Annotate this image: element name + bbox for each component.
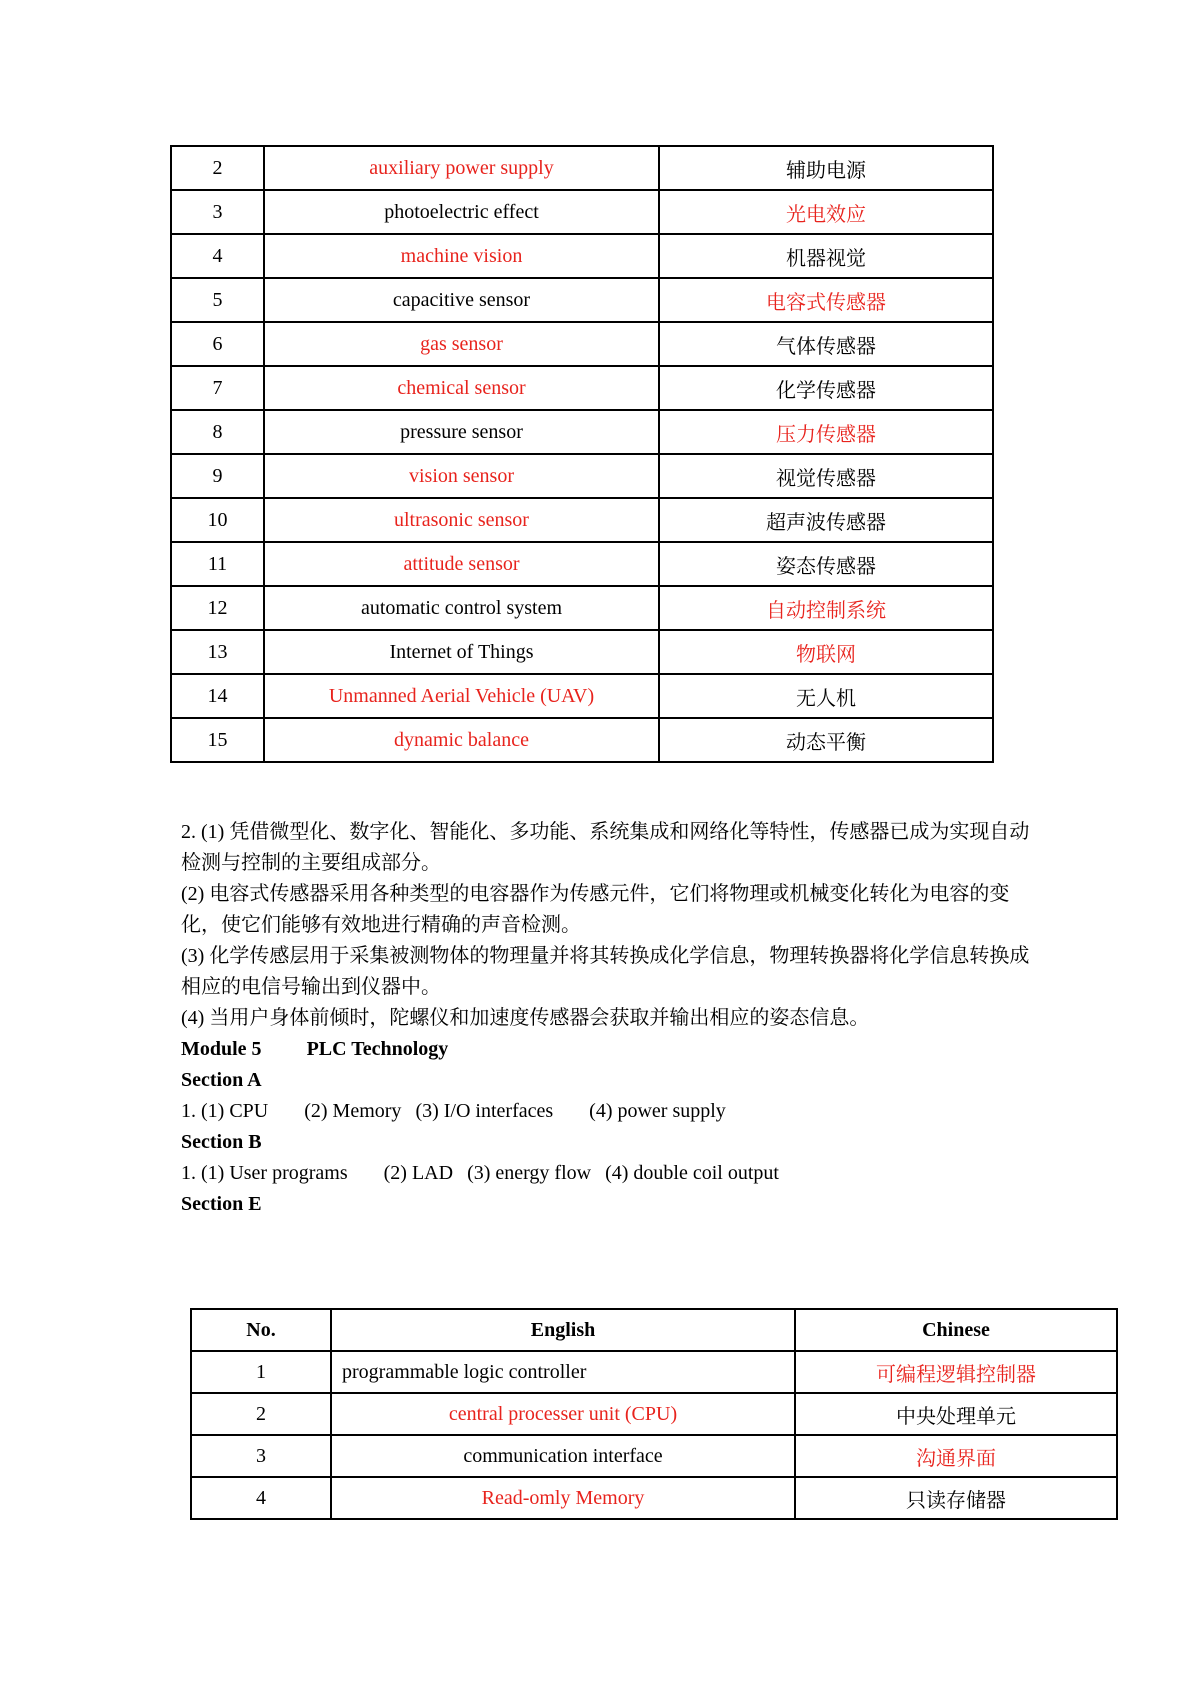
cell-chinese: 无人机 [659,674,993,718]
table-row [171,278,993,322]
cell-no: 3 [171,190,264,234]
vocabulary-table-1 [170,145,994,763]
table-header-row [191,1309,1117,1351]
cell-english: pressure sensor [264,410,659,454]
cell-chinese: 姿态传感器 [659,542,993,586]
cell-english: photoelectric effect [264,190,659,234]
cell-english: Read-omly Memory [331,1477,795,1519]
table-row [171,498,993,542]
table-row [171,718,993,762]
table-row [191,1351,1117,1393]
cell-chinese: 自动控制系统 [659,586,993,630]
vocabulary-table-1-body [171,146,993,762]
table-row [171,630,993,674]
module-heading [181,1034,1031,1065]
header-english: English [331,1309,795,1351]
cell-no: 3 [191,1435,331,1477]
cell-chinese: 中央处理单元 [795,1393,1117,1435]
cell-chinese: 机器视觉 [659,234,993,278]
cell-english: programmable logic controller [331,1351,795,1393]
header-no: No. [191,1309,331,1351]
cell-chinese: 超声波传感器 [659,498,993,542]
section-a-answers [181,1096,1031,1127]
cell-no: 11 [171,542,264,586]
cell-no: 14 [171,674,264,718]
section-a-item: (2) Memory [304,1100,402,1122]
section-b-answers [181,1158,1031,1189]
table-row [171,542,993,586]
cell-english: auxiliary power supply [264,146,659,190]
section-a-heading: Section A [181,1069,262,1091]
cell-english: communication interface [331,1435,795,1477]
table-row [171,146,993,190]
cell-english: automatic control system [264,586,659,630]
table-row [171,366,993,410]
cell-english: dynamic balance [264,718,659,762]
table-row [171,410,993,454]
cell-english: machine vision [264,234,659,278]
cell-chinese: 化学传感器 [659,366,993,410]
cell-no: 15 [171,718,264,762]
cell-no: 2 [171,146,264,190]
cell-no: 4 [171,234,264,278]
header-chinese: Chinese [795,1309,1117,1351]
answer-paragraph-4: (4) 当用户身体前倾时，陀螺仪和加速度传感器会获取并输出相应的姿态信息。 [181,1007,870,1029]
table-row [171,454,993,498]
cell-chinese: 电容式传感器 [659,278,993,322]
table-row [191,1393,1117,1435]
cell-no: 9 [171,454,264,498]
table-row [171,322,993,366]
cell-no: 12 [171,586,264,630]
cell-no: 10 [171,498,264,542]
section-a-item: (3) I/O interfaces [415,1100,554,1122]
table-row [191,1435,1117,1477]
table-row [171,234,993,278]
table-row [171,674,993,718]
cell-no: 2 [191,1393,331,1435]
cell-english: capacitive sensor [264,278,659,322]
cell-english: central processer unit (CPU) [331,1393,795,1435]
section-a-item: 1. (1) CPU [181,1100,269,1122]
section-b-item: 1. (1) User programs [181,1162,348,1184]
cell-no: 5 [171,278,264,322]
cell-chinese: 光电效应 [659,190,993,234]
section-b-heading: Section B [181,1131,262,1153]
section-e-heading: Section E [181,1193,262,1215]
cell-chinese: 可编程逻辑控制器 [795,1351,1117,1393]
cell-no: 7 [171,366,264,410]
vocabulary-table-2-body [191,1351,1117,1519]
cell-chinese: 物联网 [659,630,993,674]
section-b-item: (4) double coil output [605,1162,779,1184]
cell-chinese: 动态平衡 [659,718,993,762]
table-row [171,190,993,234]
module-title: PLC Technology [306,1038,449,1060]
cell-english: ultrasonic sensor [264,498,659,542]
table-row [171,586,993,630]
answer-paragraph-2: (2) 电容式传感器采用各种类型的电容器作为传感元件，它们将物理或机械变化转化为电容的变化，使它们能够有效地进行精确的声音检测。 [181,883,1010,936]
cell-no: 6 [171,322,264,366]
section-b-item: (3) energy flow [467,1162,592,1184]
cell-chinese: 沟通界面 [795,1435,1117,1477]
cell-english: gas sensor [264,322,659,366]
cell-no: 4 [191,1477,331,1519]
module-number: Module 5 [181,1038,262,1060]
cell-chinese: 压力传感器 [659,410,993,454]
cell-no: 8 [171,410,264,454]
vocabulary-table-2 [190,1308,1118,1520]
cell-english: vision sensor [264,454,659,498]
cell-english: Unmanned Aerial Vehicle (UAV) [264,674,659,718]
table-row [191,1477,1117,1519]
answer-paragraph-3: (3) 化学传感层用于采集被测物体的物理量并将其转换成化学信息，物理转换器将化学信息转换成相应的电信号输出到仪器中。 [181,945,1030,998]
cell-english: Internet of Things [264,630,659,674]
section-a-item: (4) power supply [589,1100,726,1122]
section-b-item: (2) LAD [383,1162,454,1184]
cell-english: attitude sensor [264,542,659,586]
answer-paragraph-1: 2. (1) 凭借微型化、数字化、智能化、多功能、系统集成和网络化等特性，传感器已成为实现自动检测与控制的主要组成部分。 [181,821,1030,874]
cell-chinese: 视觉传感器 [659,454,993,498]
cell-chinese: 辅助电源 [659,146,993,190]
cell-chinese: 只读存储器 [795,1477,1117,1519]
cell-no: 13 [171,630,264,674]
cell-english: chemical sensor [264,366,659,410]
cell-no: 1 [191,1351,331,1393]
cell-chinese: 气体传感器 [659,322,993,366]
